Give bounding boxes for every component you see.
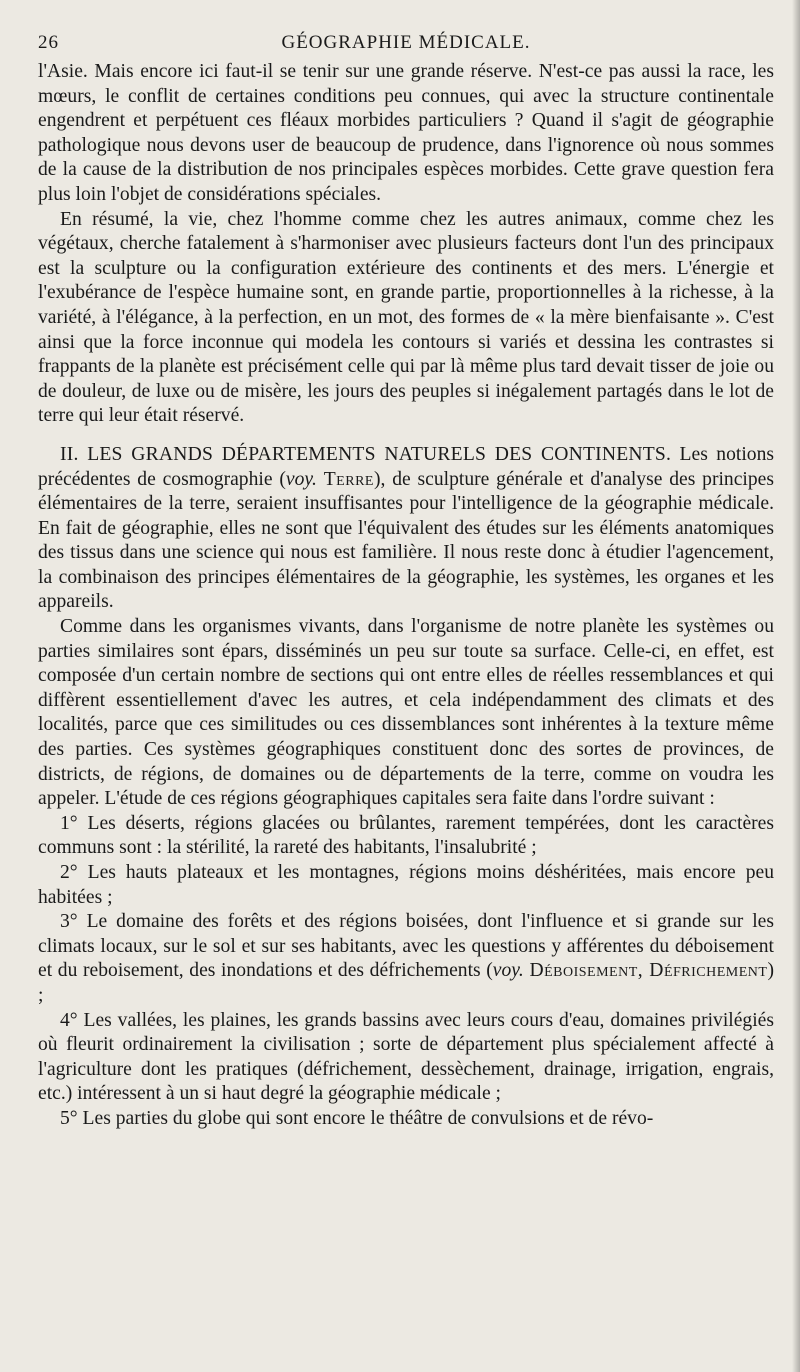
body-text [38, 60, 774, 1132]
list-item-convulsions: 5° Les parties du globe qui sont encore le théâtre de convulsions et de révo- [60, 1107, 654, 1129]
running-title: GÉOGRAPHIE MÉDICALE. [281, 32, 531, 53]
running-header [38, 30, 774, 60]
voy-abbrev: voy. [492, 960, 524, 982]
voy-abbrev: voy. [285, 468, 317, 490]
paragraph-section-ii [38, 443, 774, 615]
cross-reference-deboisement: Déboisement, Défrichement [529, 960, 768, 982]
paragraph-summary: En résumé, la vie, chez l'homme comme chez les autres animaux, comme chez les végétaux, cherche fatalement à s'harmoniser avec plusieurs facteurs dont l'un des principaux est la sculpture ou la configuration extérieure des continents et des mers. L'énergie et l'exubérance de l'espèce humaine sont, en grande partie, proportionnelles à la richesse, à la variété, à l'élégance, à la perfection, en un mot, des formes de « la mère bienfaisante ». C'est ainsi que la force inconnue qui modela les contours si variés et dessina les contrastes si frappants de la planète est précisément celle qui par là même plus tard devait tisser de joie ou de douleur, de luxe ou de misère, les jours des peuples si inégalement partagés dans le lot de terre qui leur était réservé. [38, 208, 774, 427]
list-item-deserts: 1° Les déserts, régions glacées ou brûlantes, rarement tempérées, dont les caractères communs sont : la stérilité, la rareté des habitants, l'insalubrité ; [38, 812, 774, 859]
list-item-valleys: 4° Les vallées, les plaines, les grands bassins avec leurs cours d'eau, domaines privilégiés où fleurit ordinairement la civilisation ; sorte de département plus spécialement affecté à l'agriculture dont les pratiques (défrichement, dessèchement, drainage, irrigation, engrais, etc.) intéressent à un si haut degré la géographie médicale ; [38, 1009, 774, 1105]
section-text-before: Les notions précédentes de cosmographie ( [38, 443, 774, 490]
forests-text-before: 3° Le domaine des forêts et des régions boisées, dont l'influence et si grande sur les climats locaux, sur le sol et sur ses habitants, avec les questions y afférentes du déboisement et du reboisement, des inondations et des défrichements ( [38, 911, 774, 982]
section-text-after: ), de sculpture générale et d'analyse des principes élémentaires de la terre, seraient insuffisantes pour l'intelligence de la géographie médicale. En fait de géographie, elles ne sont que l'équivalent des études sur les éléments anatomiques des tissus dans une science qui nous est familière. Il nous reste donc à étudier l'agencement, la combinaison des principes élémentaires de la géographie, les systèmes, les organes et les appareils. [38, 468, 774, 613]
cross-reference-terre: Terre [323, 468, 374, 490]
list-item-plateaux: 2° Les hauts plateaux et les montagnes, régions moins déshéritées, mais encore peu habitées ; [38, 862, 774, 908]
page-number: 26 [38, 32, 59, 53]
forests-text-after: ) ; [38, 960, 774, 1006]
paragraph-asia-reserve: l'Asie. Mais encore ici faut-il se tenir sur une grande réserve. N'est-ce pas aussi la race, les mœurs, le conflit de certaines conditions peu connues, qui avec la structure continentale engendrent et perpétuent ces fléaux morbides particuliers ? Quand il s'agit de géographie pathologique nous devons user de beaucoup de prudence, dans l'ignorence où nous sommes de la cause de la distribution de nos principales espèces morbides. Cette grave question fera plus loin l'objet de considérations spéciales. [38, 61, 774, 205]
section-heading: II. LES GRANDS DÉPARTEMENTS NATURELS DES CONTINENTS. [60, 443, 672, 465]
list-item-forests [38, 910, 774, 1008]
paragraph-organisms: Comme dans les organismes vivants, dans l'organisme de notre planète les systèmes ou parties similaires sont épars, disséminés un peu sur toute sa surface. Celle-ci, en effet, est composée d'un certain nombre de sections qui ont entre elles de réelles ressemblances et qui diffèrent essentiellement d'avec les autres, et cela indépendamment des climats et des localités, parce que ces similitudes ou ces dissemblances sont inhérentes à la texture même des parties. Ces systèmes géographiques constituent donc des sortes de provinces, de districts, de régions, de domaines ou de départements de la terre, comme on voudra les appeler. L'étude de ces régions géographiques capitales sera faite dans l'ordre suivant : [38, 616, 774, 810]
page-edge-shadow [792, 0, 800, 1372]
